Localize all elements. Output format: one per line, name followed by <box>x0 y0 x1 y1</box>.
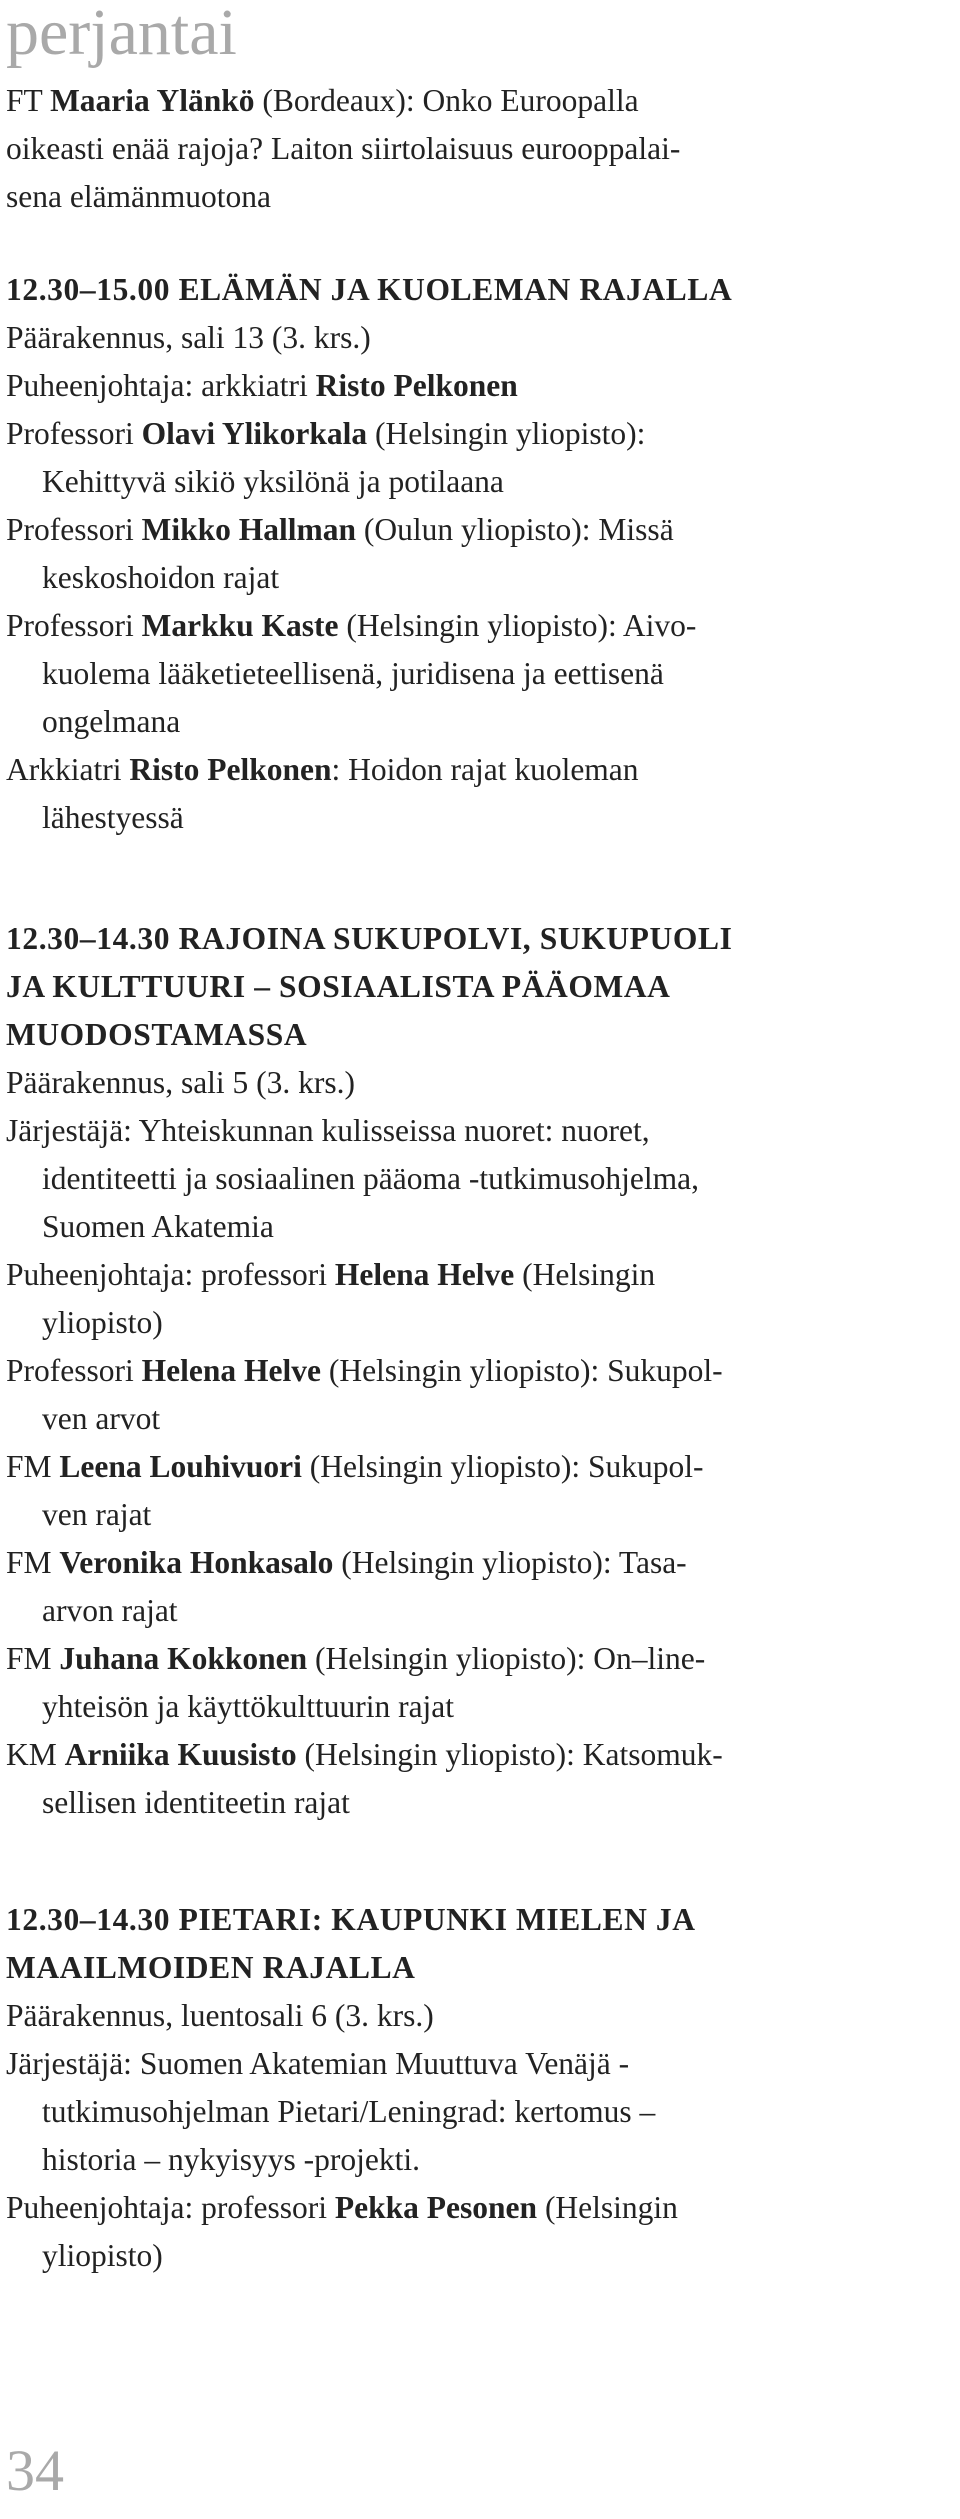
talk-affiliation: (Helsingin yliopisto): Tasa- <box>333 1545 687 1580</box>
talk-line-cont: ven rajat <box>42 1497 152 1532</box>
session-block-2 <box>6 915 946 1827</box>
session-title-line: 12.30–14.30 PIETARI: KAUPUNKI MIELEN JA <box>6 1902 696 1937</box>
talk-line-cont: kuolema lääketieteellisenä, juridisena ja eettisenä <box>42 656 664 691</box>
session-title-line: 12.30–14.30 RAJOINA SUKUPOLVI, SUKUPUOLI <box>6 921 733 956</box>
chair-prefix: Puheenjohtaja: professori <box>6 1257 335 1292</box>
organizer-line: tutkimusohjelman Pietari/Leningrad: kertomus – <box>42 2094 656 2129</box>
session-title <box>6 915 946 1059</box>
speaker-title: FM <box>6 1449 60 1484</box>
talk-item <box>6 746 946 842</box>
intro-line: FT Maaria Ylänkö (Bordeaux): Onko Euroopalla <box>6 83 639 118</box>
speaker-name: Olavi Ylikorkala <box>141 416 368 451</box>
chair-affiliation: (Helsingin <box>514 1257 656 1292</box>
talk-item <box>6 1731 946 1827</box>
talk-item <box>6 602 946 746</box>
talk-line <box>6 746 946 794</box>
intro-talk <box>6 77 946 221</box>
session-location: Päärakennus, sali 13 (3. krs.) <box>6 320 371 355</box>
talk-affiliation: : Hoidon rajat kuoleman <box>331 752 639 787</box>
organizer-line: Järjestäjä: Suomen Akatemian Muuttuva Venäjä - <box>6 2046 630 2081</box>
talk-line-cont: arvon rajat <box>42 1593 178 1628</box>
session-block-3 <box>6 1896 946 2280</box>
organizer-line: Suomen Akatemia <box>42 1209 274 1244</box>
chair-prefix: Puheenjohtaja: arkkiatri <box>6 368 316 403</box>
talk-line-cont: ongelmana <box>42 704 181 739</box>
session-title-line: MAAILMOIDEN RAJALLA <box>6 1950 416 1985</box>
talk-line <box>6 1731 946 1779</box>
speaker-title: Arkkiatri <box>6 752 130 787</box>
session-title <box>6 266 946 314</box>
chair-name: Risto Pelkonen <box>315 368 518 403</box>
session-block-1 <box>6 266 946 842</box>
chair-affiliation-cont: yliopisto) <box>42 2238 163 2273</box>
day-heading: perjantai <box>6 0 237 69</box>
talk-affiliation: (Helsingin yliopisto): On–line- <box>307 1641 706 1676</box>
chair-affiliation: (Helsingin <box>537 2190 678 2225</box>
session-title-line: JA KULTTUURI – SOSIAALISTA PÄÄOMAA <box>6 969 671 1004</box>
talk-line-cont: ven arvot <box>42 1401 161 1436</box>
speaker-name: Veronika Honkasalo <box>59 1545 334 1580</box>
speaker-title: Professori <box>6 512 142 547</box>
speaker-title: Professori <box>6 608 142 643</box>
talk-line-cont: sellisen identiteetin rajat <box>42 1785 350 1820</box>
talk-list <box>6 410 946 842</box>
talk-line-cont: lähestyessä <box>42 800 184 835</box>
talk-item <box>6 1347 946 1443</box>
talk-affiliation: (Helsingin yliopisto): Sukupol- <box>301 1449 704 1484</box>
speaker-name: Markku Kaste <box>141 608 339 643</box>
talk-affiliation: (Helsingin yliopisto): Aivo- <box>338 608 697 643</box>
session-chair <box>6 2184 946 2232</box>
talk-item <box>6 1539 946 1635</box>
talk-affiliation: (Helsingin yliopisto): Sukupol- <box>320 1353 723 1388</box>
talk-affiliation: (Helsingin yliopisto): Katsomuk- <box>296 1737 723 1772</box>
speaker-title: KM <box>6 1737 65 1772</box>
talk-line-cont: keskoshoidon rajat <box>42 560 280 595</box>
speaker-name: Maaria Ylänkö <box>50 83 255 118</box>
session-location: Päärakennus, sali 5 (3. krs.) <box>6 1065 356 1100</box>
session-title-line: MUODOSTAMASSA <box>6 1017 308 1052</box>
speaker-name: Leena Louhivuori <box>59 1449 302 1484</box>
talk-line-cont: yhteisön ja käyttökulttuurin rajat <box>42 1689 455 1724</box>
organizer-line: identiteetti ja sosiaalinen pääoma -tutkimusohjelma, <box>42 1161 699 1196</box>
intro-line: oikeasti enää rajoja? Laiton siirtolaisuus eurooppalai- <box>6 131 681 166</box>
speaker-title: FM <box>6 1545 60 1580</box>
speaker-title: FM <box>6 1641 60 1676</box>
talk-line <box>6 1539 946 1587</box>
intro-line: sena elämänmuotona <box>6 179 272 214</box>
chair-affiliation-cont: yliopisto) <box>42 1305 163 1340</box>
talk-line <box>6 1347 946 1395</box>
speaker-name: Risto Pelkonen <box>129 752 332 787</box>
speaker-title: Professori <box>6 1353 142 1388</box>
session-chair <box>6 1251 946 1299</box>
page-number: 34 <box>6 2438 64 2503</box>
organizer-line: Järjestäjä: Yhteiskunnan kulisseissa nuoret: nuoret, <box>6 1113 650 1148</box>
talk-affiliation: (Helsingin yliopisto): <box>367 416 646 451</box>
talk-line <box>6 602 946 650</box>
talk-item <box>6 506 946 602</box>
session-title <box>6 1896 946 1992</box>
talk-list <box>6 1347 946 1827</box>
talk-line <box>6 410 946 458</box>
talk-line-cont: Kehittyvä sikiö yksilönä ja potilaana <box>42 464 504 499</box>
speaker-name: Mikko Hallman <box>141 512 357 547</box>
talk-line <box>6 506 946 554</box>
session-location: Päärakennus, luentosali 6 (3. krs.) <box>6 1998 434 2033</box>
speaker-name: Juhana Kokkonen <box>59 1641 308 1676</box>
speaker-title: Professori <box>6 416 142 451</box>
session-title-line: 12.30–15.00 ELÄMÄN JA KUOLEMAN RAJALLA <box>6 272 733 307</box>
talk-line <box>6 1635 946 1683</box>
talk-line <box>6 1443 946 1491</box>
organizer-line: historia – nykyisyys -projekti. <box>42 2142 420 2177</box>
talk-item <box>6 1635 946 1731</box>
speaker-name: Helena Helve <box>141 1353 321 1388</box>
talk-item <box>6 1443 946 1539</box>
session-chair <box>6 362 946 410</box>
talk-item <box>6 410 946 506</box>
chair-name: Helena Helve <box>334 1257 515 1292</box>
chair-name: Pekka Pesonen <box>334 2190 538 2225</box>
talk-affiliation: (Oulun yliopisto): Missä <box>356 512 674 547</box>
speaker-name: Arniika Kuusisto <box>64 1737 297 1772</box>
chair-prefix: Puheenjohtaja: professori <box>6 2190 335 2225</box>
